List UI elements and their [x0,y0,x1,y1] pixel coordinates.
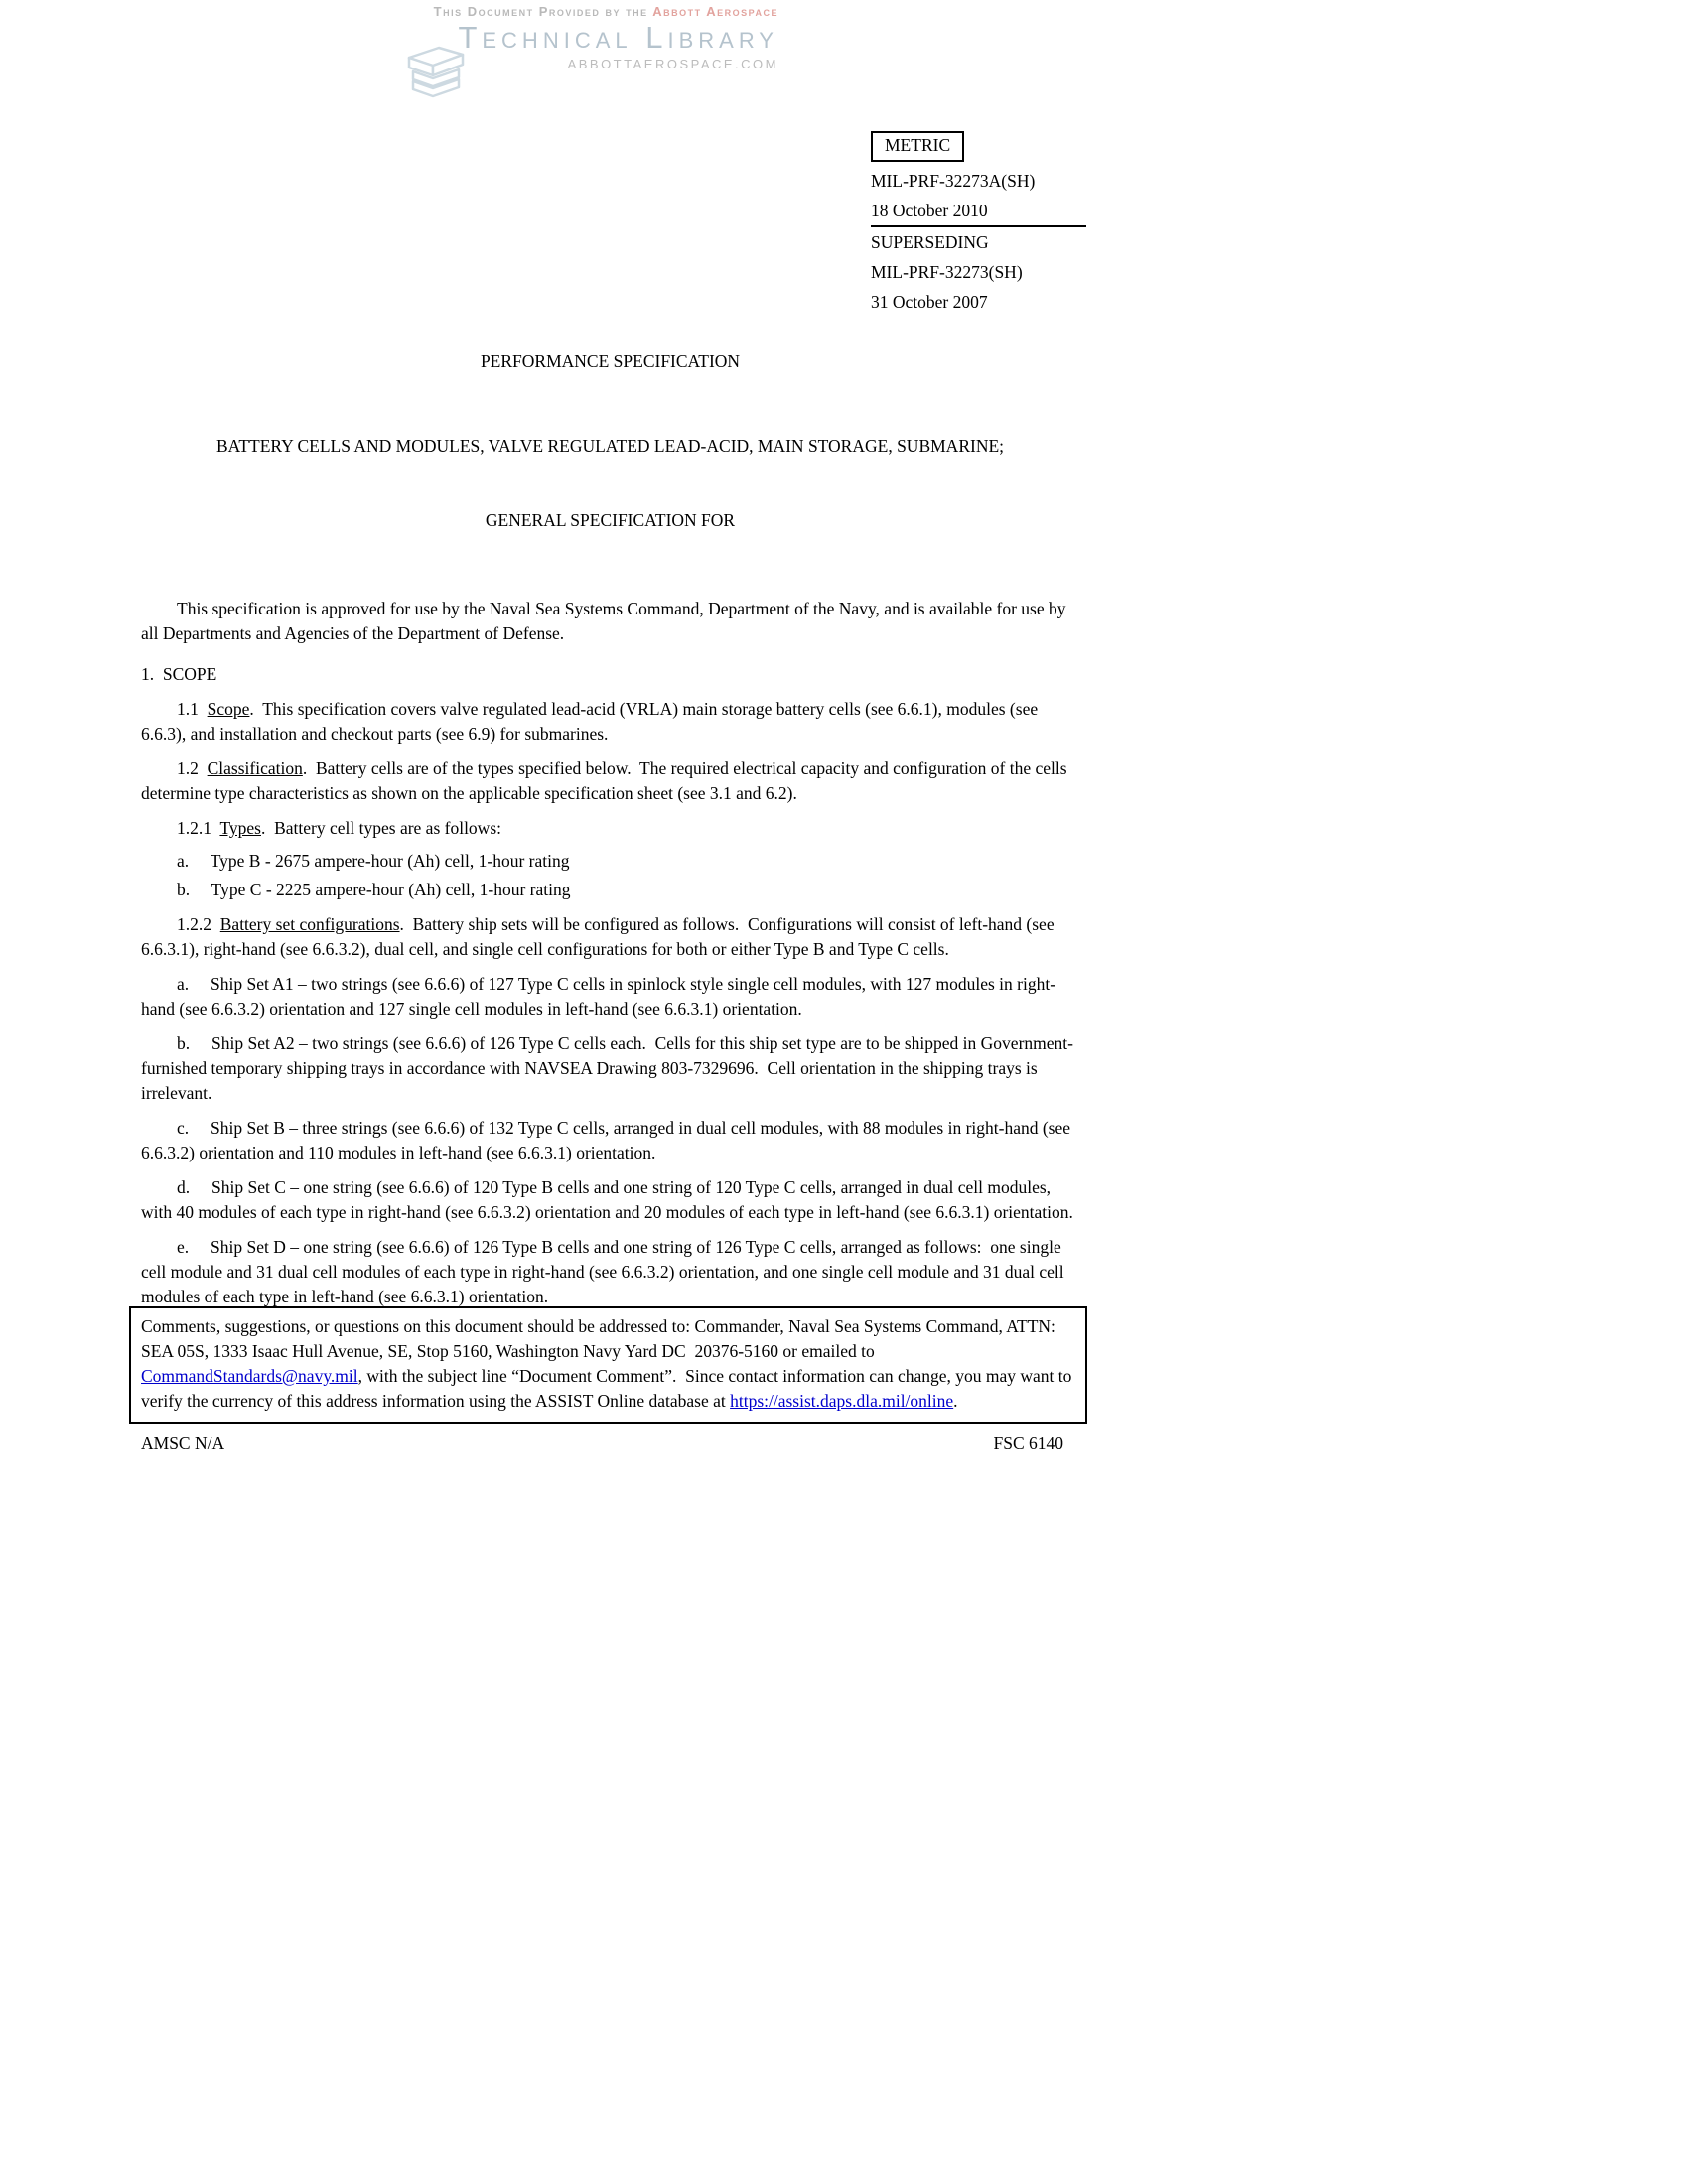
comments-box [129,1306,1087,1424]
amsc-number: AMSC N/A [141,1433,225,1453]
stacked-documents-icon [399,28,471,103]
list-item-ship-set-a2: b. Ship Set A2 – two strings (see 6.6.6) of 126 Type C cells each. Cells for this ship set type are to be shipped in Government-furnished temporary shipping trays in accordance with NAVSEA Drawing 803-7329696. Cell orientation in the shipping trays is irrelevant. [141,1033,1073,1103]
para-1-2-1-types: 1.2.1 Types. Battery cell types are as follows: [177,818,501,838]
para-1-1-scope: 1.1 Scope. This specification covers valve regulated lead-acid (VRLA) main storage battery cells (see 6.6.1), modules (see 6.6.3), and installation and checkout parts (see 6.9) for submarines. [141,699,1043,744]
designation-block [871,131,1086,317]
superseding-label: SUPERSEDING [871,232,989,252]
document-title-line2: GENERAL SPECIFICATION FOR [485,510,736,530]
list-item-ship-set-b: c. Ship Set B – three strings (see 6.6.6) of 132 Type C cells, arranged in dual cell modules, with 88 modules in right-hand (see 6.6.3.2) orientation and 110 modules in left-hand (see 6.6.3.1) orientation. [141,1118,1075,1162]
provider-name: Abbott Aerospace [652,4,778,19]
doc-number: MIL-PRF-32273A(SH) [871,171,1036,191]
comments-text: Comments, suggestions, or questions on this document should be addressed to: Commander, Naval Sea Systems Command, ATTN: SEA 05S, 1333 Isaac Hull Avenue, SE, Stop 5160, Washington Navy Yard DC 20376-5160 or emailed to CommandStandards@navy.mil, with the subject line “Document Comment”. Since contact information can change, you may want to verify the currency of this address information using the ASSIST Online database at https://assist.daps.dla.mil/online. [141,1316,1076,1411]
scope-label: Scope [207,699,250,719]
page-footer-block [129,1306,1087,1456]
superseded-doc-number: MIL-PRF-32273(SH) [871,262,1023,282]
library-title: Technical Library [458,20,778,55]
superseded-doc-date: 31 October 2007 [871,292,988,312]
document-body [129,349,1087,1309]
list-item-ship-set-d: e. Ship Set D – one string (see 6.6.6) of 126 Type B cells and one string of 126 Type C cells, arranged as follows: one single cell module and 31 dual cell modules of each type in right-hand (see 6.6.3.2) orientation, and one single cell module and 31 dual cell modules of each type in left-hand (see 6.6.3.1) orientation. [141,1237,1069,1306]
list-item-type-b: a. Type B - 2675 ampere-hour (Ah) cell, 1-hour rating [177,851,570,871]
assist-url-link[interactable]: https://assist.daps.dla.mil/online [730,1391,954,1411]
document-title-line1: BATTERY CELLS AND MODULES, VALVE REGULATED LEAD-ACID, MAIN STORAGE, SUBMARINE; [215,436,1005,456]
list-item-type-c: b. Type C - 2225 ampere-hour (Ah) cell, 1-hour rating [177,880,571,899]
logo-tagline [405,4,778,19]
email-link[interactable]: CommandStandards@navy.mil [141,1366,358,1386]
para-1-2-classification: 1.2 Classification. Battery cells are of the types specified below. The required electrical capacity and configuration of the cells determine type characteristics as shown on the applicable specification sheet (see 3.1 and 6.2). [141,758,1071,803]
provided-by-text: This Document Provided by the [433,4,648,19]
section-1-scope-heading: 1. SCOPE [141,664,217,684]
document-title [141,384,1079,583]
doc-date: 18 October 2010 [871,196,1086,227]
library-site-url: ABBOTTAEROSPACE.COM [567,57,778,71]
library-logo [405,4,778,71]
footer-row [129,1424,1087,1456]
approval-statement: This specification is approved for use by the Naval Sea Systems Command, Department of the Navy, and is available for use by all Departments and Agencies of the Department of Defense. [141,599,1070,643]
fsc-number: FSC 6140 [993,1433,1063,1453]
list-item-ship-set-c: d. Ship Set C – one string (see 6.6.6) of 120 Type B cells and one string of 120 Type C cells, arranged in dual cell modules, with 40 modules of each type in right-hand (see 6.6.3.2) orientation and 20 modules of each type in left-hand (see 6.6.3.1) orientation. [141,1177,1073,1222]
list-item-ship-set-a1: a. Ship Set A1 – two strings (see 6.6.6) of 127 Type C cells in spinlock style single cell modules, with 127 modules in right-hand (see 6.6.3.2) orientation and 127 single cell modules in left-hand (see 6.6.3.1) orientation. [141,974,1056,1019]
classification-label: Classification [207,758,303,778]
metric-badge: METRIC [871,131,964,162]
para-1-2-2-battery-set-configurations: 1.2.2 Battery set configurations. Battery ship sets will be configured as follows. Configurations will consist of left-hand (see 6.6.3.1), right-hand (see 6.6.3.2), dual cell, and single cell configurations for both or either Type B and Type C cells. [141,914,1058,959]
types-label: Types [219,818,261,838]
spec-type-heading: PERFORMANCE SPECIFICATION [480,351,741,371]
battery-set-configurations-label: Battery set configurations [219,914,400,934]
